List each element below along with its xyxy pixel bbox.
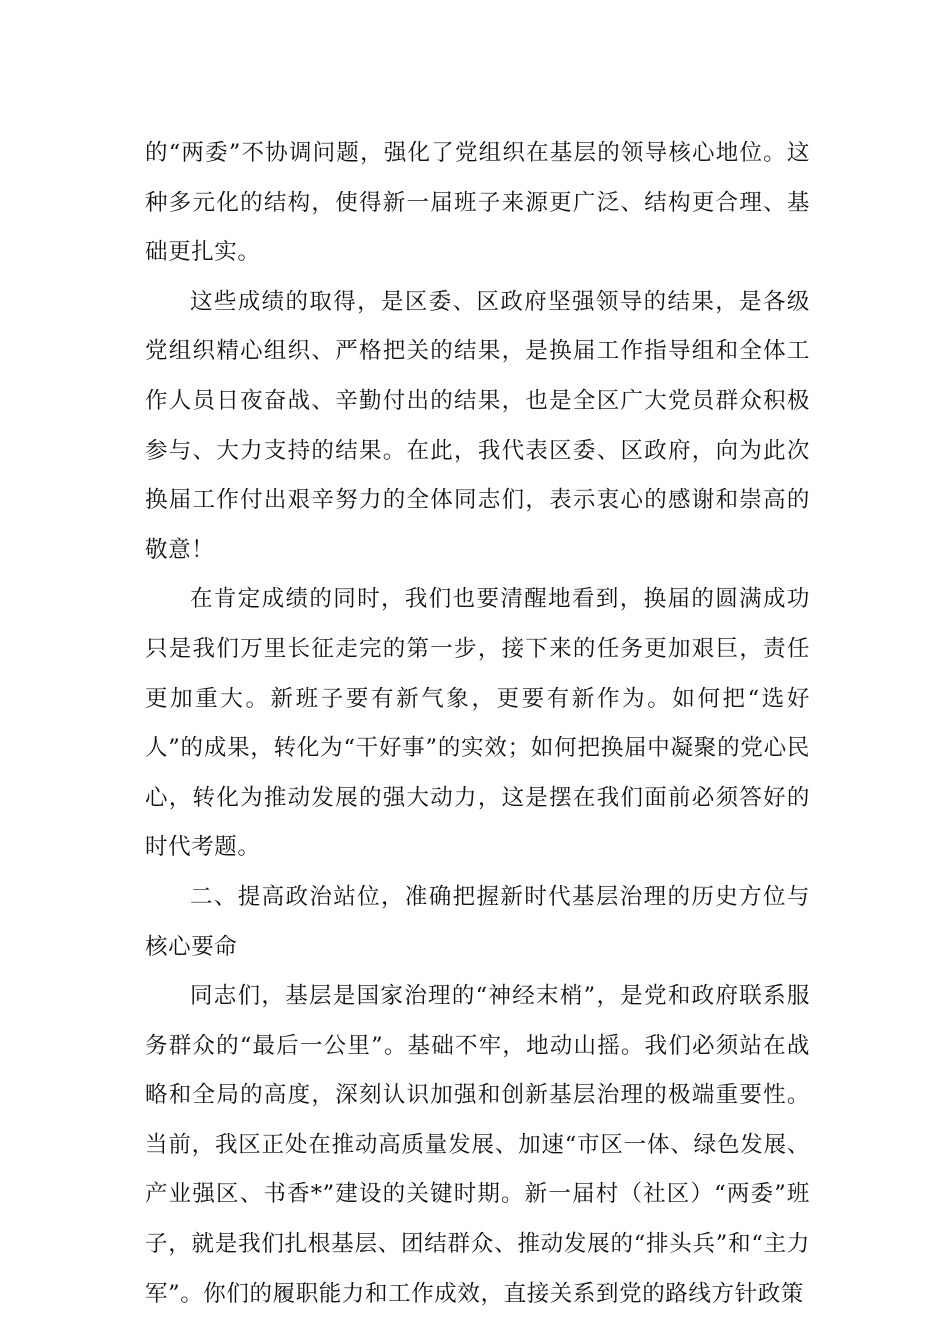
section-heading: 二、提高政治站位，准确把握新时代基层治理的历史方位与核心要命 [145,883,810,960]
paragraph-grassroots: 同志们，基层是国家治理的“神经末梢”，是党和政府联系服务群众的“最后一公里”。基础不牢，地动山摇。我们必须站在战略和全局的高度，深刻认识加强和创新基层治理的极端重要性。当前，我区正处在推动高质量发展、加速“市区一体、绿色发展、产业强区、书香*”建设的关键时期。新一届村（社区）“两委”班子，就是我们扎根基层、团结群众、推动发展的“排头兵”和“主力军”。你们的履职能力和工作成效，直接关系到党的路线方针政策 [145,983,810,1307]
paragraph-challenges: 在肯定成绩的同时，我们也要清醒地看到，换届的圆满成功只是我们万里长征走完的第一步，接下来的任务更加艰巨，责任更加重大。新班子要有新气象，更要有新作为。如何把“选好人”的成果，转化为“干好事”的实效；如何把换届中凝聚的党心民心，转化为推动发展的强大动力，这是摆在我们面前必须答好的时代考题。 [145,586,810,861]
document-body [145,129,810,1319]
paragraph-continuation: 的“两委”不协调问题，强化了党组织在基层的领导核心地位。这种多元化的结构，使得新一届班子来源更广泛、结构更合理、基础更扎实。 [145,140,810,266]
paragraph-achievements: 这些成绩的取得，是区委、区政府坚强领导的结果，是各级党组织精心组织、严格把关的结果，是换届工作指导组和全体工作人员日夜奋战、辛勤付出的结果，也是全区广大党员群众积极参与、大力支持的结果。在此，我代表区委、区政府，向为此次换届工作付出艰辛努力的全体同志们，表示衷心的感谢和崇高的敬意！ [145,288,810,563]
